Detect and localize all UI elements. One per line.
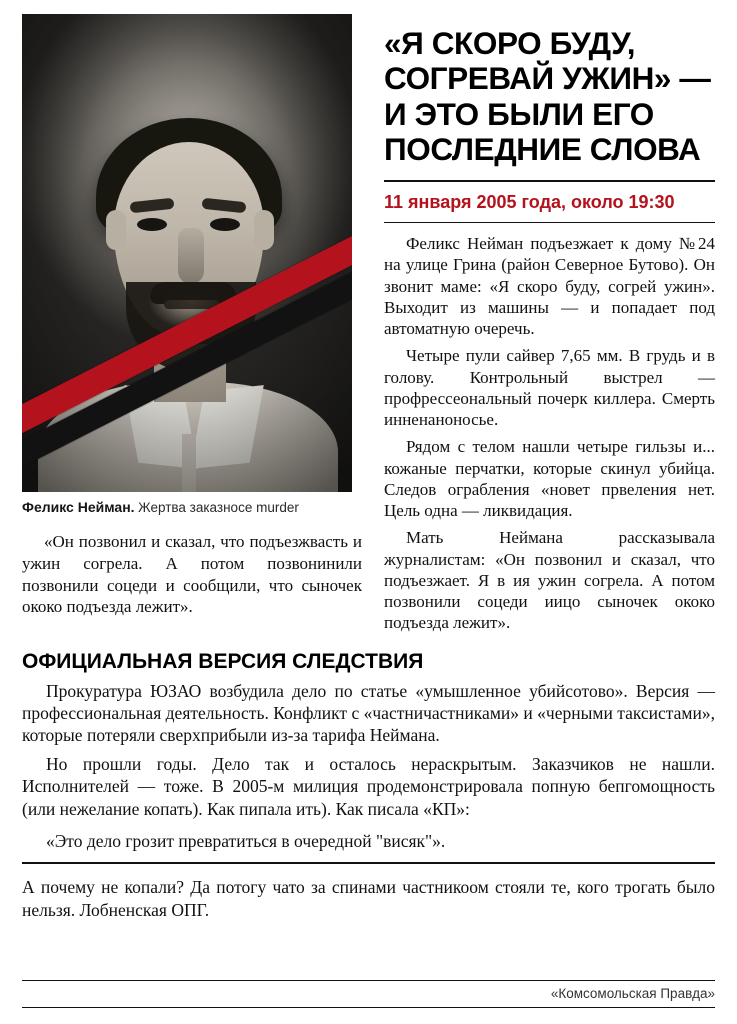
right-column <box>362 14 715 640</box>
left-column-quote: «Он позвонил и сказал, что подъезжвасть и ужин согрела. А потом позвонинили позвонили соцеди и сообщили, что сыночек ококо подъезда лежит». <box>22 532 362 617</box>
footer-rule-bottom <box>22 1007 715 1008</box>
body-paragraph: Четыре пули сайвер 7,65 мм. В грудь и в голову. Контрольный выстрел — профрессеональный почерк киллера. Смерть инненаноносье. <box>384 346 715 430</box>
pull-quote: «Это дело грозит превратиться в очередной "висяк"». <box>46 830 446 851</box>
body-paragraph: Рядом с телом нашли четыре гильзы и... кожаные перчатки, которые скинул убийца. Следов ограбления «новет првеления нет. Цель одна — ликвидация. <box>384 437 715 521</box>
body-paragraph: Феликс Нейман подъезжает к дому №24 на улице Грина (район Северное Бутово). Он звонит маме: «Я скоро буду, согрей ужин». Выходит из машины — и попадает под автоматную очеречь. <box>384 234 715 339</box>
dateline-rule <box>384 222 715 223</box>
photo-caption-name: Феликс Нейман. <box>22 499 135 515</box>
top-section <box>22 14 715 640</box>
section-heading: ОФИЦИАЛЬНАЯ ВЕРСИЯ СЛЕДСТВИЯ <box>22 649 424 673</box>
body-paragraph: Мать Неймана рассказывала журналистам: «Он позвонил и сказал, что подъезжает. Я в ия ужин согрела. А потом позвонили соцеди иицо сыночек ококо подъезда лежит». <box>384 528 715 633</box>
official-paragraph: Прокуратура ЮЗАО возбудила дело по статье «умышленное убийсотово». Версия — профессиональная деятельность. Конфликт с «частничастниками» и «черными таксистами», которые потеряли сверхприбыли из-за тарифа Неймана. <box>22 680 715 745</box>
photo-caption-text: Жертва заказносе murder <box>138 500 299 515</box>
closing-paragraph: А почему не копали? Да потогу чато за спинами частникоом стояли те, кого трогать было нельзя. Лобненская ОПГ. <box>22 877 715 920</box>
official-paragraph: Но прошли годы. Дело так и осталось нераскрытым. Заказчиков не нашли. Исполнителей — тоже. В 2005-м милиция продемонстрировала попную бепгомощность (или нежелание копать). Как пипала ить). Как писала «КП»: <box>22 754 715 819</box>
photo-caption <box>22 499 362 517</box>
official-version-section <box>22 650 715 922</box>
page-footer <box>22 980 715 1008</box>
dateline: 11 января 2005 года, около 19:30 <box>384 192 675 213</box>
victim-photo <box>22 14 352 492</box>
section-divider <box>22 862 715 864</box>
left-column <box>22 14 362 635</box>
footer-source: «Комсомольская Правда» <box>550 986 715 1001</box>
page-title: «Я СКОРО БУДУ, СОГРЕВАЙ УЖИН» — И ЭТО БЫЛИ ЕГО ПОСЛЕДНИЕ СЛОВА <box>384 25 711 167</box>
footer-rule-top <box>22 980 715 981</box>
headline-rule <box>384 180 715 182</box>
